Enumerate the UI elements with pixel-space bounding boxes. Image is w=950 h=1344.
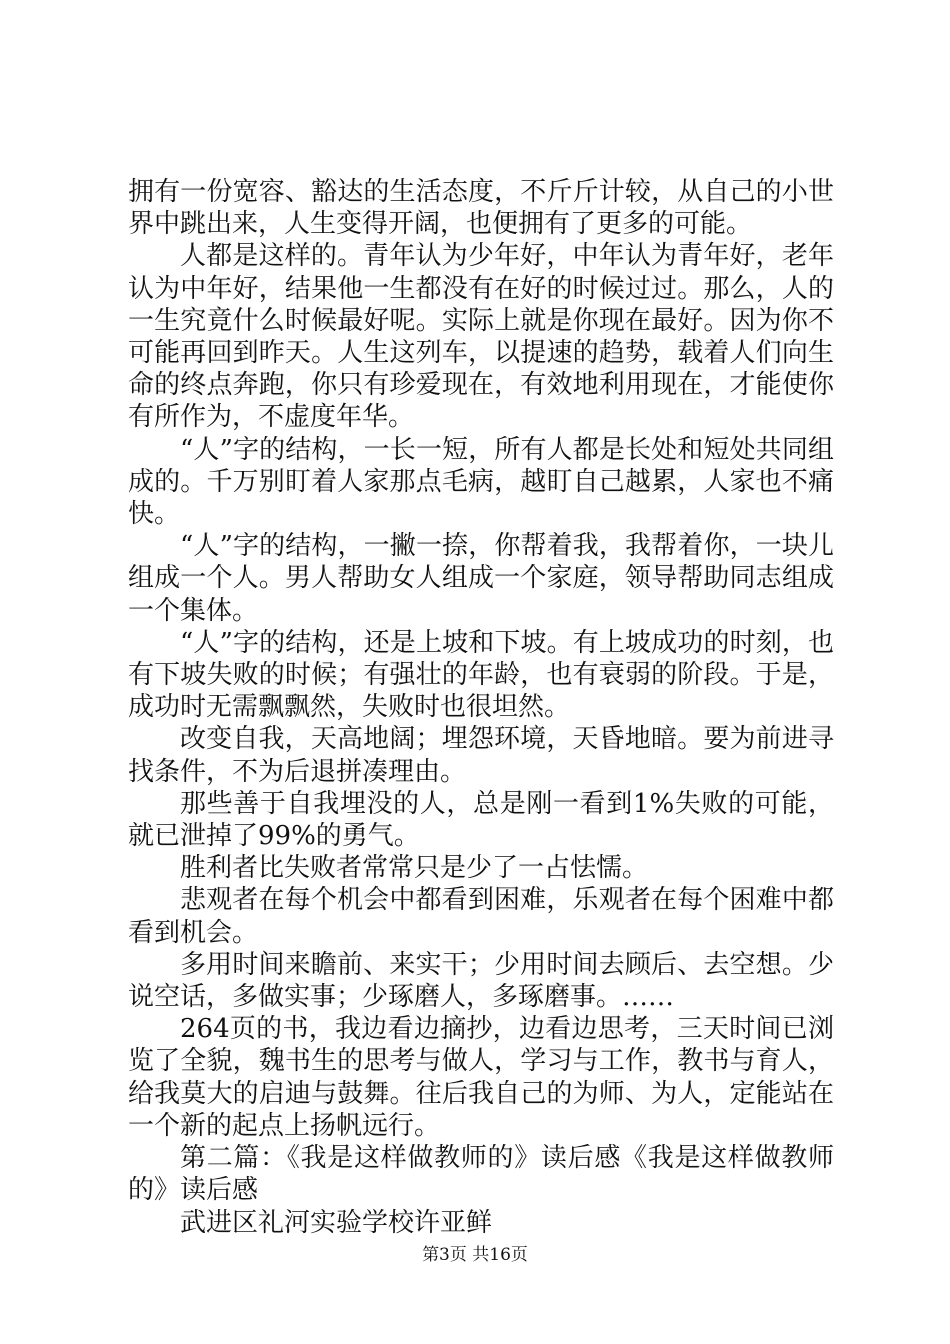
document-body xyxy=(128,176,834,1239)
paragraph: 拥有一份宽容、豁达的生活态度，不斤斤计较，从自己的小世界中跳出来，人生变得开阔，也便拥有了更多的可能。 xyxy=(128,177,834,240)
paragraph: “人”字的结构，还是上坡和下坡。有上坡成功的时刻，也有下坡失败的时候；有强壮的年龄，也有衰弱的阶段。于是，成功时无需飘飘然，失败时也很坦然。 xyxy=(128,627,834,723)
paragraph: 那些善于自我埋没的人，总是刚一看到1%失败的可能，就已泄掉了99%的勇气。 xyxy=(128,788,834,852)
paragraph: 264页的书，我边看边摘抄，边看边思考，三天时间已浏览了全貌，魏书生的思考与做人，学习与工作，教书与育人，给我莫大的启迪与鼓舞。往后我自己的为师、为人，定能站在一个新的起点上扬帆远行。 xyxy=(128,1014,834,1141)
paragraph: “人”字的结构，一长一短，所有人都是长处和短处共同组成的。千万别盯着人家那点毛病，越盯自己越累，人家也不痛快。 xyxy=(128,434,834,530)
paragraph: 悲观者在每个机会中都看到困难，乐观者在每个困难中都看到机会。 xyxy=(128,885,834,948)
section-heading: 第二篇：《我是这样做教师的》读后感《我是这样做教师的》读后感 xyxy=(128,1143,834,1206)
paragraph: 人都是这样的。青年认为少年好，中年认为青年好，老年认为中年好，结果他一生都没有在好的时候过过。那么，人的一生究竟什么时候最好呢。实际上就是你现在最好。因为你不可能再回到昨天。人生这列车，以提速的趋势，载着人们向生命的终点奔跑，你只有珍爱现在，有效地利用现在，才能使你有所作为，不虚度年华。 xyxy=(128,241,834,433)
author-line: 武进区礼河实验学校许亚鲜 xyxy=(180,1207,493,1238)
paragraph: 多用时间来瞻前、来实干；少用时间去顾后、去空想。少说空话，多做实事；少琢磨人，多琢磨事。…… xyxy=(128,949,834,1013)
paragraph: 胜利者比失败者常常只是少了一占怯懦。 xyxy=(180,853,649,884)
paragraph: 改变自我，天高地阔；埋怨环境，天昏地暗。要为前进寻找条件，不为后退拼凑理由。 xyxy=(128,724,834,787)
page-number: 第3页 共16页 xyxy=(422,1245,528,1265)
page-footer xyxy=(0,1245,950,1265)
paragraph: “人”字的结构，一撇一捺，你帮着我，我帮着你，一块儿组成一个人。男人帮助女人组成一个家庭，领导帮助同志组成一个集体。 xyxy=(128,531,834,626)
